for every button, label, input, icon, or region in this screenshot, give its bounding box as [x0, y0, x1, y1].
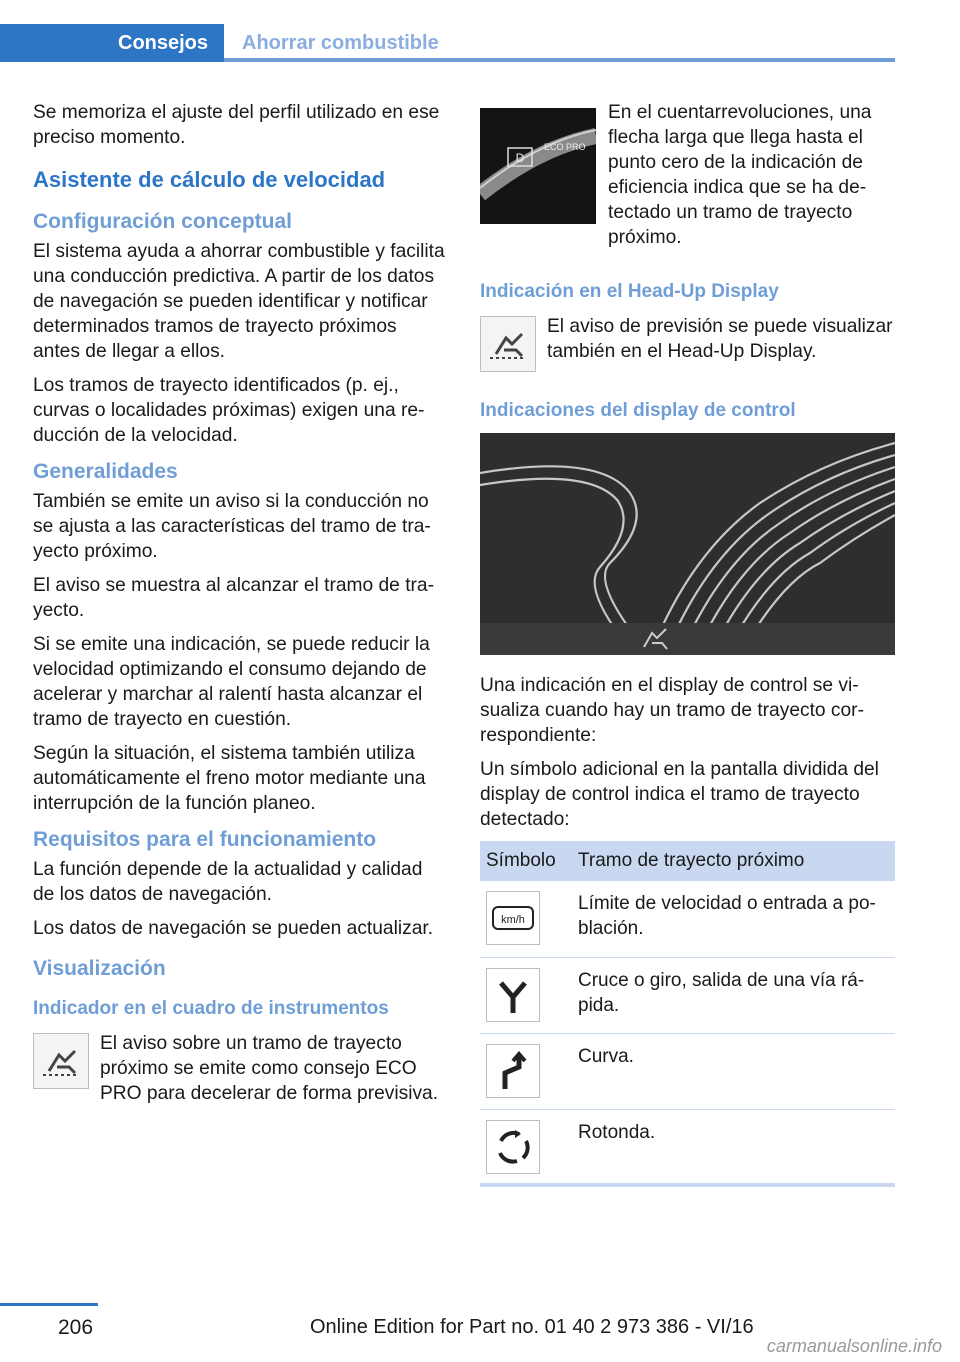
- paragraph-hud: El aviso de previsión se puede visualizar también en el Head-Up Display.: [547, 316, 893, 362]
- control-display-image: [480, 433, 895, 655]
- table-row: [480, 957, 895, 1033]
- paragraph-control-1: Una indicación en el display de control se visualiza cuando hay un tramo de trayecto correspondiente:: [480, 675, 864, 746]
- heading-hud: Indicación en el Head-Up Display: [480, 281, 779, 302]
- symbol-table: [480, 841, 895, 1187]
- table-header-row: [480, 841, 895, 881]
- page-number-rule: [0, 1303, 98, 1306]
- junction-icon: [486, 968, 540, 1022]
- tab-ahorrar-combustible[interactable]: Ahorrar combustible: [242, 32, 439, 54]
- table-row: [480, 1033, 895, 1109]
- paragraph-tachometer: En el cuentarrevoluciones, una flecha larga que llega hasta el punto cero de la indicación de eficiencia indica que se ha detectado un tramo de trayecto próximo.: [608, 102, 872, 248]
- heading-general: Generalidades: [33, 460, 178, 483]
- heading-speed-assistant: Asistente de cálculo de velocidad: [33, 167, 386, 192]
- tachometer-image: [480, 108, 596, 224]
- right-column: [480, 100, 895, 1187]
- watermark: carmanualsonline.info: [766, 1336, 942, 1356]
- paragraph-cluster: El aviso sobre un tramo de trayecto próximo se emite como consejo ECO PRO para decelerar de forma previsiva.: [100, 1033, 439, 1104]
- table-header-symbol: Símbolo: [486, 850, 556, 871]
- anticipation-warning-icon: [33, 1033, 89, 1089]
- page-number: 206: [58, 1316, 94, 1339]
- paragraph-general-2: El aviso se muestra al alcanzar el tramo de trayecto.: [33, 575, 434, 621]
- table-cell-description: Límite de velocidad o entrada a población.: [572, 881, 895, 957]
- table-row: [480, 881, 895, 957]
- curve-icon: [486, 1044, 540, 1098]
- paragraph-general-1: También se emite un aviso si la conducción no se ajusta a las características del tramo de trayecto próximo.: [33, 491, 431, 562]
- heading-cluster: Indicador en el cuadro de instrumentos: [33, 998, 389, 1019]
- hud-warning-icon: [480, 316, 536, 372]
- heading-concept: Configuración conceptual: [33, 210, 293, 233]
- cluster-icon-paragraph: [33, 1031, 445, 1106]
- paragraph-req-2: Los datos de navegación se pueden actualizar.: [33, 918, 434, 939]
- tab-consejos[interactable]: Consejos: [0, 24, 224, 62]
- paragraph-profile: Se memoriza el ajuste del perfil utilizado en ese preciso momento.: [33, 102, 440, 148]
- table-cell-description: Cruce o giro, salida de una vía rápida.: [572, 957, 895, 1033]
- tachometer-mode-label: ECO PRO: [544, 142, 586, 152]
- paragraph-concept-2: Los tramos de trayecto identificados (p. ej., curvas o localidades próximas) exigen una reducción de la velocidad.: [33, 375, 425, 446]
- paragraph-req-1: La función depende de la actualidad y calidad de los datos de navegación.: [33, 859, 423, 905]
- paragraph-general-4: Según la situación, el sistema también utiliza automáticamente el freno motor mediante una interrupción de la función planeo.: [33, 743, 426, 814]
- heading-control-display: Indicaciones del display de control: [480, 400, 796, 421]
- paragraph-control-2: Un símbolo adicional en la pantalla dividida del display de control indica el tramo de trayecto detectado:: [480, 759, 879, 830]
- left-column: [33, 100, 445, 1115]
- table-cell-description: Rotonda.: [572, 1109, 895, 1185]
- speed-limit-kmh-icon: [486, 891, 540, 945]
- edition-footer: Online Edition for Part no. 01 40 2 973 386 - VI/16: [310, 1316, 754, 1338]
- hud-icon-paragraph: [480, 314, 895, 372]
- tachometer-gear-label: D: [515, 151, 525, 165]
- table-row: [480, 1109, 895, 1185]
- heading-visualization: Visualización: [33, 957, 166, 980]
- speed-limit-kmh-label: km/h: [501, 914, 525, 926]
- heading-requirements: Requisitos para el funcionamiento: [33, 828, 377, 851]
- paragraph-general-3: Si se emite una indicación, se puede reducir la velocidad optimizando el consumo dejando de acelerar y marchar al ralentí hasta alcanzar el tramo de trayecto en cuestión.: [33, 634, 430, 730]
- roundabout-icon: [486, 1120, 540, 1174]
- table-header-description: Tramo de trayecto próximo: [578, 850, 805, 871]
- table-cell-description: Curva.: [572, 1033, 895, 1109]
- paragraph-concept-1: El sistema ayuda a ahorrar combustible y facilita una conducción predictiva. A partir de los datos de navegación se pueden identificar y notificar determinados tramos de trayecto próximos antes de llegar a ellos.: [33, 241, 445, 362]
